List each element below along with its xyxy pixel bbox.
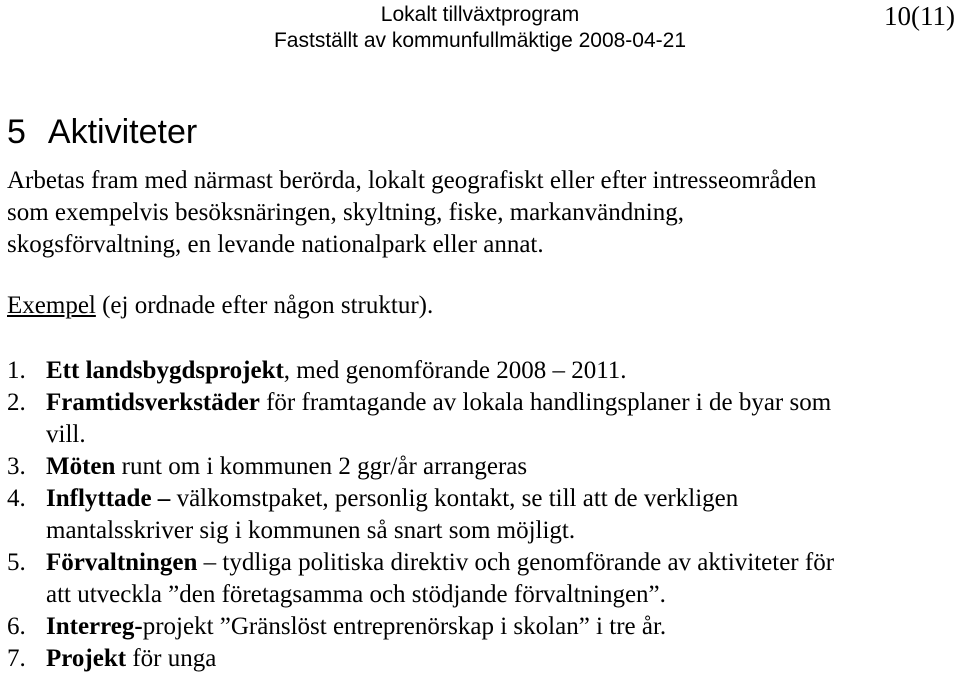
list-item-continuation: vill. [46, 421, 86, 448]
list-item-number: 3. [7, 453, 26, 480]
list-item-number: 7. [7, 645, 26, 672]
document-title: Lokalt tillväxtprogram [380, 3, 580, 26]
list-item-text: för unga [126, 645, 217, 672]
list-item-text: välkomstpaket, personlig kontakt, se till att de verkligen [170, 485, 739, 512]
activity-list [7, 355, 952, 675]
example-label: Exempel [7, 292, 96, 319]
intro-line: som exempelvis besöksnäringen, skyltning, fiske, markanvändning, [7, 199, 684, 226]
intro-line: skogsförvaltning, en levande nationalpark eller annat. [7, 231, 544, 258]
list-item-number: 5. [7, 549, 26, 576]
list-item-text: runt om i kommunen 2 ggr/år arrangeras [115, 453, 528, 480]
document-subtitle: Fastställt av kommunfullmäktige 2008-04-21 [273, 29, 687, 52]
list-item [7, 611, 952, 643]
section-heading [7, 110, 197, 154]
list-item [7, 547, 952, 611]
list-item-bold: Inflyttade – [46, 485, 171, 512]
list-item-bold: Ett landsbygdsprojekt [46, 357, 284, 384]
page-number: 10(11) [884, 1, 955, 31]
list-item-number: 4. [7, 485, 26, 512]
list-item [7, 483, 952, 547]
section-title: Aktiviteter [47, 113, 198, 151]
list-item [7, 451, 952, 483]
list-item [7, 387, 952, 451]
intro-line: Arbetas fram med närmast berörda, lokalt geografiskt eller efter intresseområden [7, 167, 817, 194]
list-item [7, 643, 952, 675]
list-item-number: 1. [7, 357, 26, 384]
example-text: (ej ordnade efter någon struktur). [95, 292, 434, 319]
list-item-text: , med genomförande 2008 – 2011. [283, 357, 627, 384]
list-item-bold: Framtidsverkstäder [46, 389, 260, 416]
intro-paragraph [7, 165, 937, 261]
example-line [7, 290, 433, 322]
list-item-text: projekt ”Gränslöst entreprenörskap i skolan” i tre år. [142, 613, 667, 640]
section-number: 5 [7, 113, 26, 151]
list-item [7, 355, 952, 387]
page-header [0, 0, 960, 60]
list-item-number: 2. [7, 389, 26, 416]
list-item-bold: Interreg- [46, 613, 143, 640]
list-item-text: – tydliga politiska direktiv och genomförande av aktiviteter för [197, 549, 835, 576]
list-item-text: för framtagande av lokala handlingsplaner i de byar som [259, 389, 832, 416]
list-item-continuation: mantalsskriver sig i kommunen så snart som möjligt. [46, 517, 576, 544]
list-item-bold: Förvaltningen [46, 549, 198, 576]
list-item-number: 6. [7, 613, 26, 640]
list-item-bold: Projekt [46, 645, 127, 672]
list-item-continuation: att utveckla ”den företagsamma och stödjande förvaltningen”. [46, 581, 666, 608]
list-item-bold: Möten [46, 453, 116, 480]
